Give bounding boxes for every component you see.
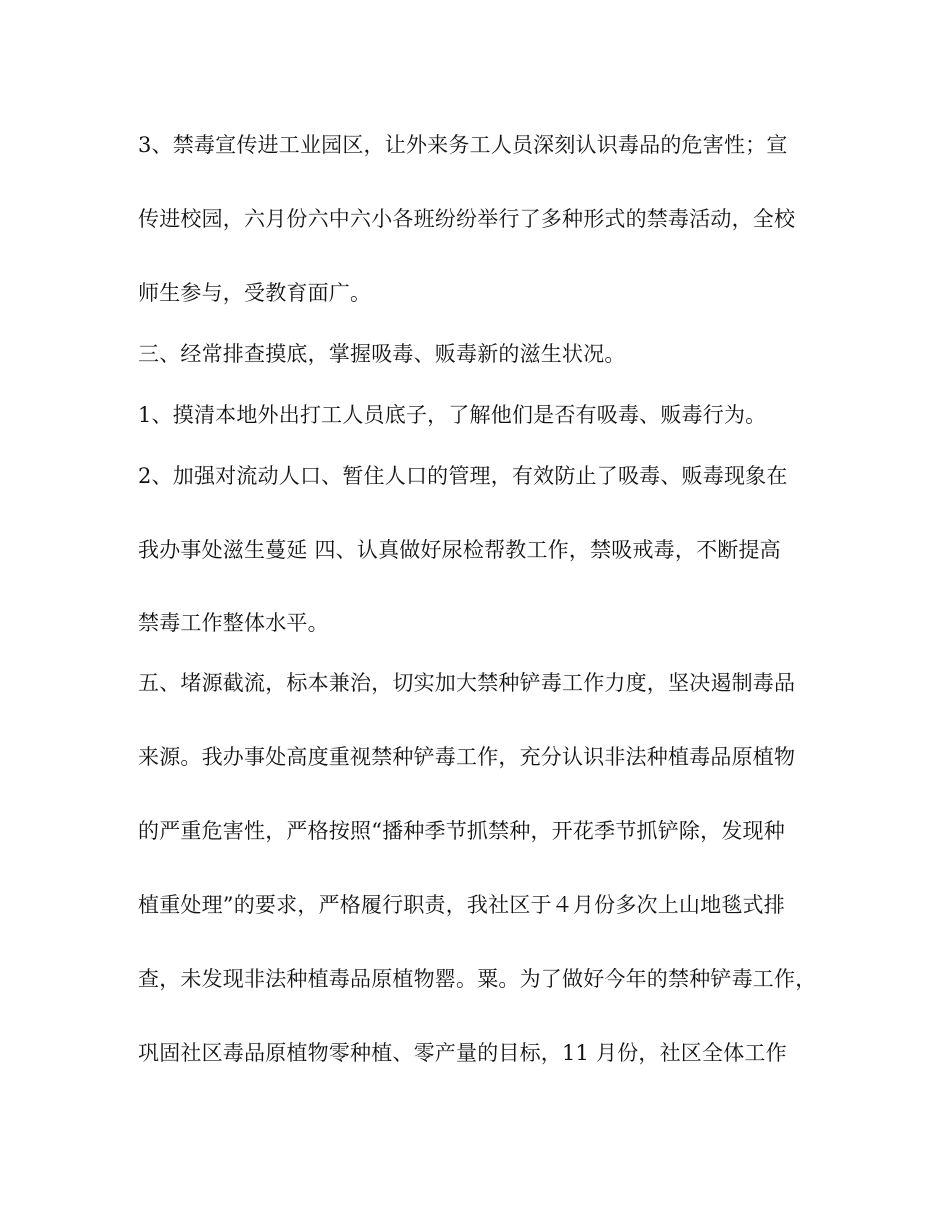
- text-line: 巩固社区毒品原植物零种植、零产量的目标，11 月份，社区全体工作: [138, 1041, 787, 1065]
- text-line: 的严重危害性，严格按照“播种季节抓禁种，开花季节抓铲除，发现种: [138, 819, 785, 843]
- text-line: 五、堵源截流，标本兼治，切实加大禁种铲毒工作力度，坚决遏制毒品: [138, 671, 796, 695]
- text-line: 2、加强对流动人口、暂住人口的管理，有效防止了吸毒、贩毒现象在: [138, 464, 788, 488]
- text-line: 植重处理”的要求，严格履行职责，我社区于４月份多次上山地毯式排: [138, 893, 785, 917]
- text-line: 来源。我办事处高度重视禁种铲毒工作，充分认识非法种植毒品原植物: [138, 745, 796, 769]
- text-line: 1、摸清本地外出打工人员底子，了解他们是否有吸毒、贩毒行为。: [138, 403, 767, 427]
- text-line: 传进校园，六月份六中六小各班纷纷举行了多种形式的禁毒活动，全校: [138, 207, 796, 231]
- text-line: 师生参与，受教育面广。: [138, 281, 372, 305]
- text-line: 禁毒工作整体水平。: [138, 611, 329, 635]
- text-line: 查，未发现非法种植毒品原植物罂。粟。为了做好今年的禁种铲毒工作，: [138, 967, 817, 991]
- text-line: 我办事处滋生蔓延 四、认真做好尿检帮教工作，禁吸戒毒，不断提高: [138, 538, 781, 562]
- text-line: 3、禁毒宣传进工业园区，让外来务工人员深刻认识毒品的危害性；宣: [138, 133, 788, 157]
- text-line: 三、经常排查摸底，掌握吸毒、贩毒新的滋生状况。: [138, 342, 626, 366]
